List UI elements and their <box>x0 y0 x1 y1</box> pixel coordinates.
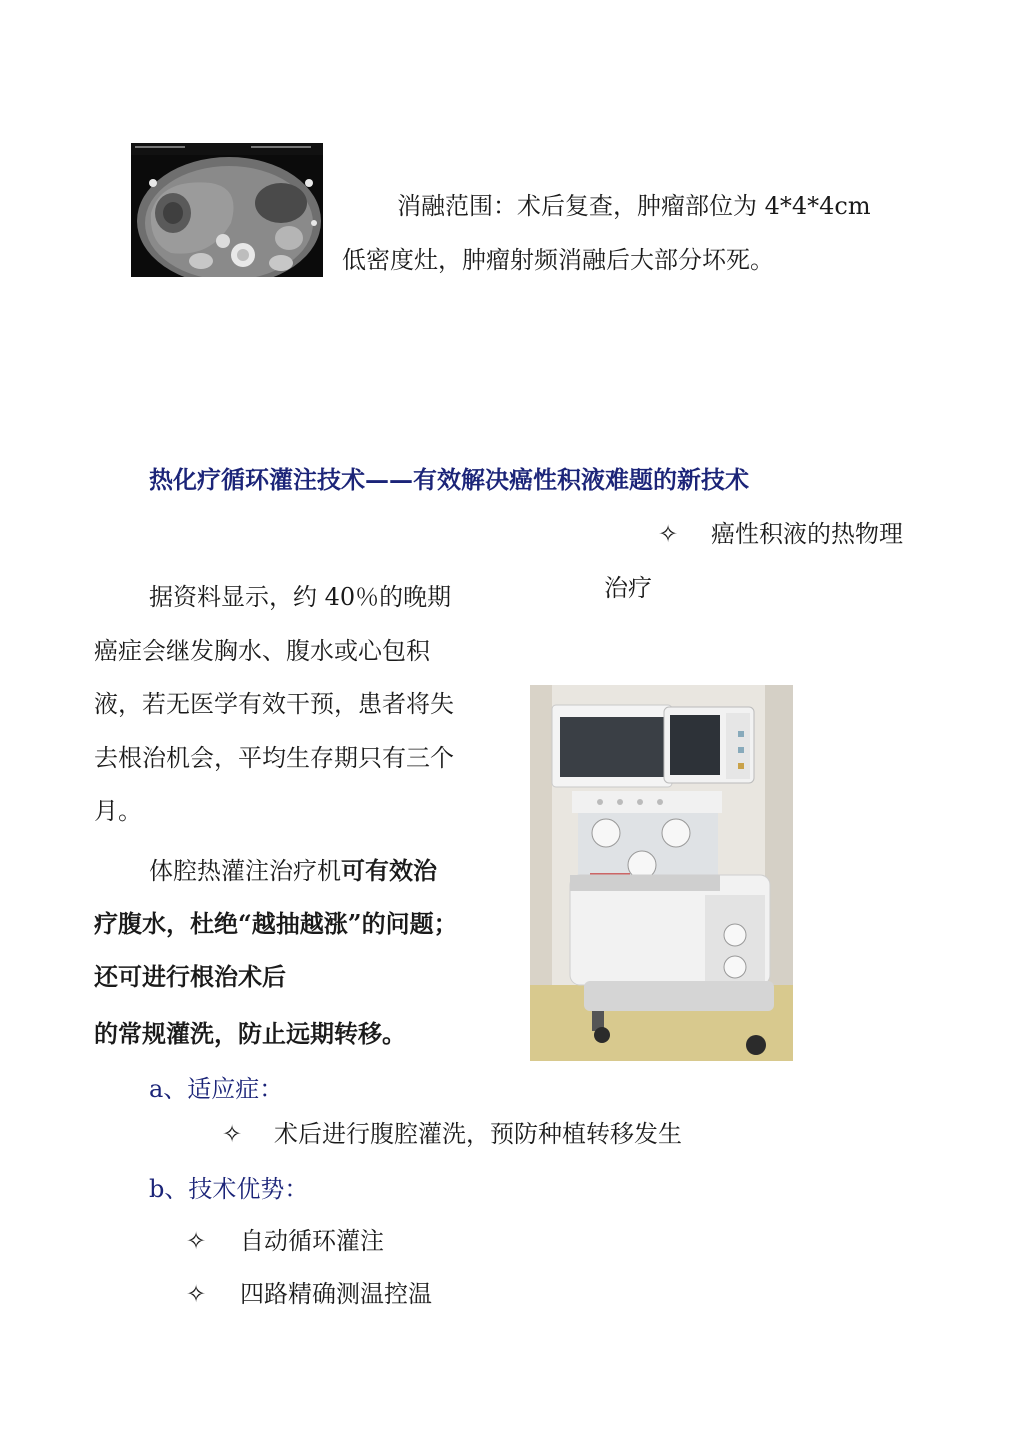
bullet-star-icon: ✧ <box>186 1227 207 1255</box>
device-line-3: 还可进行根治术后 <box>94 962 286 991</box>
ct-scan-image <box>131 143 323 277</box>
intro-line-4: 去根治机会，平均生存期只有三个 <box>94 744 454 772</box>
advantage-item-1: 自动循环灌注 <box>240 1227 384 1255</box>
ablation-line-2: 低密度灶，肿瘤射频消融后大部分坏死。 <box>342 246 774 274</box>
right-bullet-line-2: 治疗 <box>604 574 652 602</box>
intro-line-5: 月。 <box>94 797 142 825</box>
device-line-1-normal: 体腔热灌注治疗机 <box>149 857 341 885</box>
section-title: 热化疗循环灌注技术——有效解决癌性积液难题的新技术 <box>149 465 749 494</box>
advantage-item-2: 四路精确测温控温 <box>240 1280 432 1308</box>
device-line-1-bold: 可有效治 <box>341 856 437 885</box>
indications-heading: a、适应症： <box>149 1075 284 1103</box>
device-line-2: 疗腹水，杜绝“越抽越涨”的问题； <box>94 909 458 938</box>
intro-line-1: 据资料显示，约 40％的晚期 <box>149 583 452 611</box>
indication-item-1: 术后进行腹腔灌洗，预防种植转移发生 <box>274 1120 682 1148</box>
device-line-1 <box>149 857 437 886</box>
right-bullet-icon: ✧ <box>658 520 679 548</box>
advantages-heading: b、技术优势： <box>149 1175 309 1203</box>
bullet-star-icon: ✧ <box>186 1280 207 1308</box>
right-bullet-line-1: 癌性积液的热物理 <box>711 520 903 548</box>
perfusion-machine-photo <box>530 685 793 1061</box>
device-line-4: 的常规灌洗，防止远期转移。 <box>94 1019 406 1048</box>
intro-line-3: 液，若无医学有效干预，患者将失 <box>94 690 454 718</box>
intro-line-2: 癌症会继发胸水、腹水或心包积 <box>94 637 430 665</box>
ablation-line-1: 消融范围：术后复查，肿瘤部位为 4*4*4cm <box>397 192 871 220</box>
bullet-star-icon: ✧ <box>222 1120 243 1148</box>
